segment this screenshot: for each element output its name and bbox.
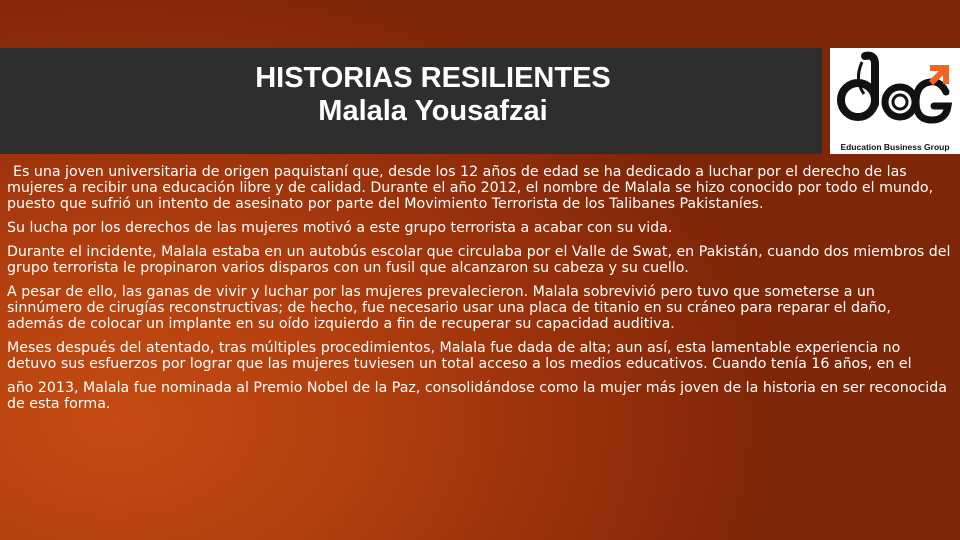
- logo: [830, 48, 960, 154]
- body-text: [7, 164, 951, 420]
- paragraph-2: Su lucha por los derechos de las mujeres motivó a este grupo terrorista a acabar con su vida.: [7, 220, 673, 236]
- paragraph-6: año 2013, Malala fue nominada al Premio Nobel de la Paz, consolidándose como la mujer más joven de la historia en ser reconocida de esta forma.: [7, 380, 947, 412]
- dog-logo-icon: [834, 50, 956, 136]
- logo-caption: Education Business Group: [840, 142, 950, 152]
- title-bar: [0, 48, 822, 154]
- paragraph-1: Es una joven universitaria de origen paquistaní que, desde los 12 años de edad se ha dedicado a luchar por el derecho de las mujeres a recibir una educación libre y de calidad. Durante el año 2012, el nombre de Malala se hizo conocido por todo el mundo, puesto que sufrió un intento de asesinato por parte del Movimiento Terrorista de los Talibanes Pakistaníes.: [7, 164, 934, 212]
- paragraph-4: A pesar de ello, las ganas de vivir y luchar por las mujeres prevalecieron. Malala sobrevivió pero tuvo que someterse a un sinnúmero de cirugías reconstructivas; de hecho, fue necesario usar una placa de titanio en su cráneo para reparar el daño, además de colocar un implante en su oído izquierdo a fin de recuperar su capacidad auditiva.: [7, 284, 891, 332]
- paragraph-3: Durante el incidente, Malala estaba en un autobús escolar que circulaba por el Valle de Swat, en Pakistán, cuando dos miembros del grupo terrorista le propinaron varios disparos con un fusil que alcanzaron su cabeza y su cuello.: [7, 244, 951, 276]
- paragraph-5: Meses después del atentado, tras múltiples procedimientos, Malala fue dada de alta; aun así, esta lamentable experiencia no detuvo sus esfuerzos por lograr que las mujeres tuviesen un total acceso a los medios educativos. Cuando tenía 16 años, en el: [7, 340, 912, 372]
- title-line-2: Malala Yousafzai: [318, 95, 548, 127]
- slide-title: [0, 62, 866, 128]
- title-line-1: HISTORIAS RESILIENTES: [255, 62, 611, 94]
